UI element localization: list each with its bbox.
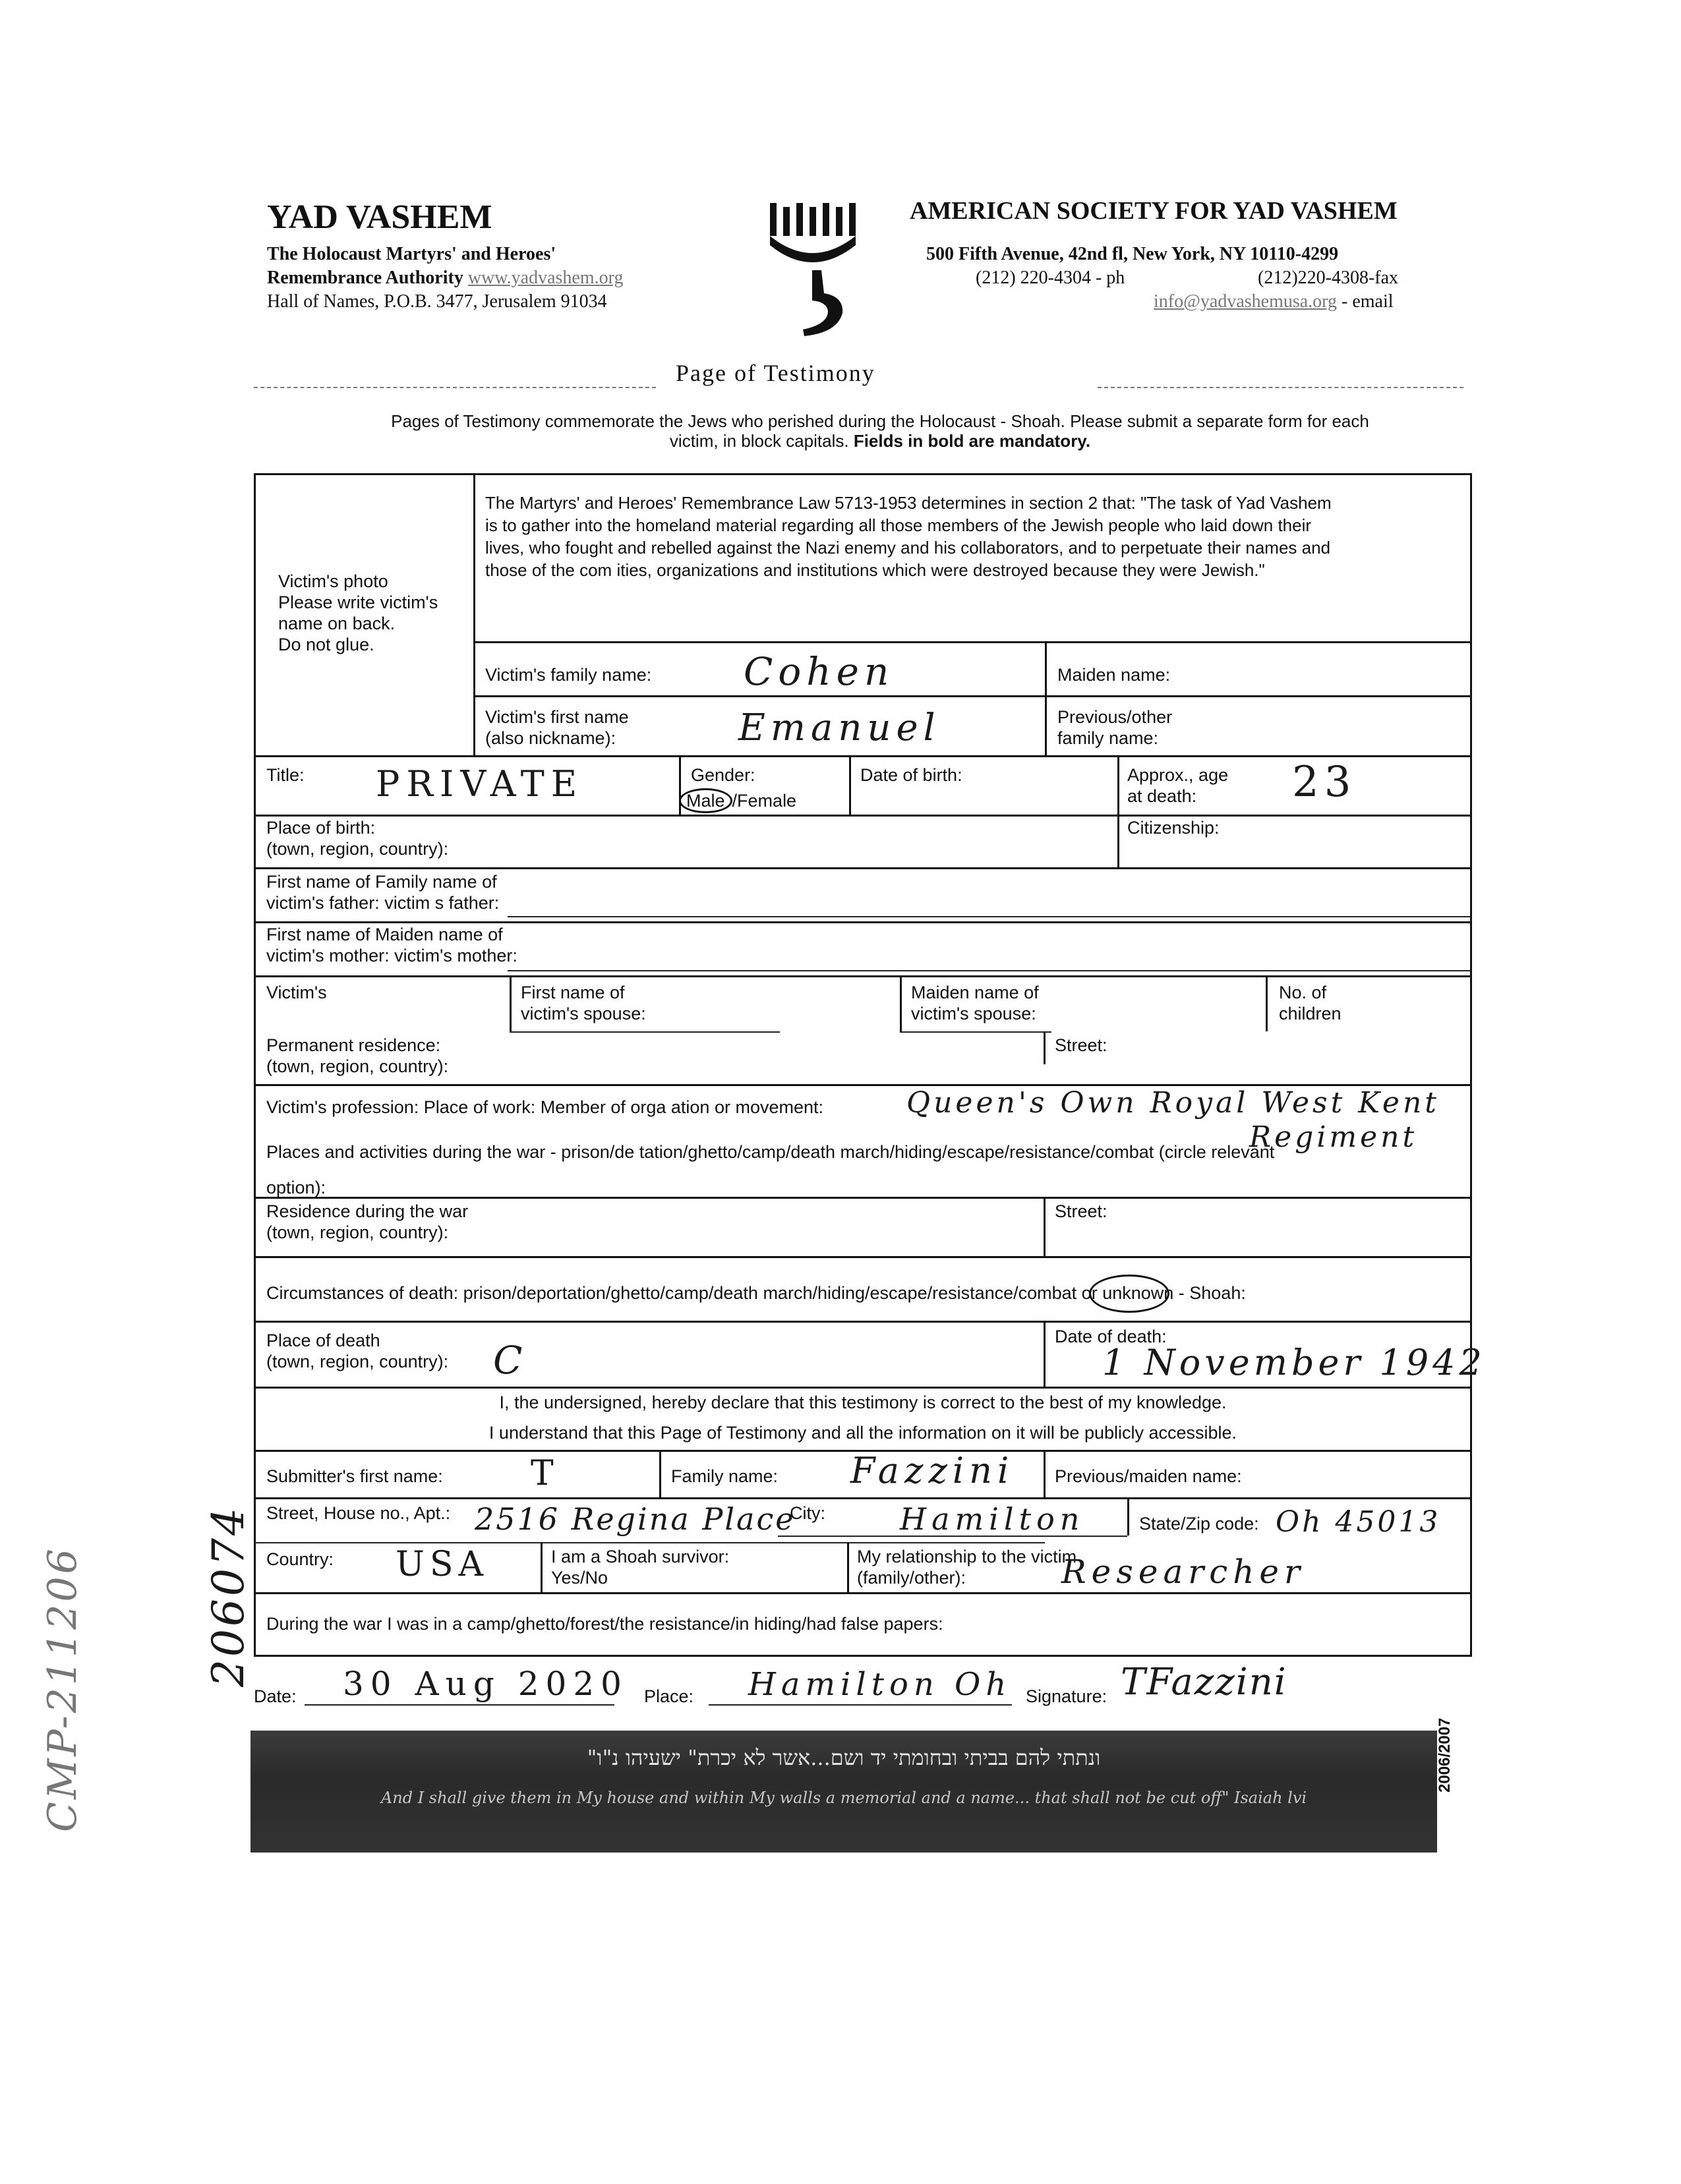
- banner-english: And I shall give them in My house and within My walls a memorial and a name... that shall not be cut off" Isaiah lvi: [380, 1789, 1307, 1807]
- relationship-value[interactable]: Researcher: [1061, 1553, 1305, 1591]
- gender-male-option[interactable]: Male: [679, 788, 732, 813]
- left-subtitle-2-bold: Remembrance Authority: [267, 268, 463, 288]
- scripture-banner: [251, 1731, 1437, 1853]
- spouse-first-label-1: First name of: [521, 983, 625, 1002]
- photo-line-1: Victim's photo: [278, 571, 388, 591]
- photo-line-3: name on back.: [278, 614, 396, 633]
- age-label-2: at death:: [1127, 786, 1197, 806]
- war-status-label: During the war I was in a camp/ghetto/forest/the resistance/in hiding/had false papers:: [266, 1614, 943, 1634]
- title-rule-left: [254, 387, 656, 388]
- gender-female-option[interactable]: Female: [737, 791, 797, 811]
- intro-line-2: [303, 431, 1457, 451]
- mother-label-1: First name of Maiden name of: [266, 925, 503, 944]
- gender-label: Gender:: [691, 765, 755, 785]
- survivor-label: [551, 1546, 729, 1588]
- family-name-value[interactable]: Cohen: [744, 649, 895, 694]
- email-suffix: - email: [1342, 291, 1394, 312]
- american-society-title: AMERICAN SOCIETY FOR YAD VASHEM: [910, 197, 1398, 225]
- war-residence-label-2: (town, region, country):: [266, 1222, 449, 1242]
- side-code-note: CMP-211206: [40, 1546, 86, 1832]
- signature-label: Signature:: [1026, 1686, 1107, 1706]
- intro-text: [303, 411, 1457, 451]
- dod-value[interactable]: 1 November 1942: [1102, 1342, 1486, 1383]
- left-subtitle-2: [267, 268, 623, 289]
- combat-circle-mark: [1089, 1275, 1169, 1313]
- age-label: [1127, 764, 1228, 807]
- right-phone: (212) 220-4304 - ph: [976, 268, 1125, 288]
- title-label: Title:: [266, 765, 305, 785]
- profession-value-1[interactable]: Queen's Own Royal West Kent: [906, 1086, 1440, 1120]
- page-title: Page of Testimony: [676, 360, 875, 386]
- maiden-name-label: Maiden name:: [1057, 665, 1171, 685]
- law-line-1: The Martyrs' and Heroes' Remembrance Law 5713-1953 determines in section 2 that: "The task of Yad Vashem: [485, 493, 1332, 513]
- age-label-1: Approx., age: [1127, 765, 1229, 785]
- places-option-label: option):: [266, 1178, 326, 1197]
- victims-spouse-label: Victim's: [266, 983, 327, 1002]
- submitter-state-value[interactable]: Oh 45013: [1276, 1505, 1441, 1539]
- pob-label-2: (town, region, country):: [266, 839, 449, 859]
- submitter-city-value[interactable]: Hamilton: [900, 1501, 1085, 1537]
- previous-name-label-2: family name:: [1057, 728, 1159, 748]
- relationship-label: [857, 1546, 1076, 1588]
- title-rule-right: [1098, 387, 1463, 388]
- date-label: Date:: [254, 1686, 297, 1706]
- submitter-first-value[interactable]: T: [531, 1454, 559, 1493]
- places-label: Places and activities during the war - prison/de tation/ghetto/camp/death march/hiding/escape/resistance/combat (circle relevant: [266, 1142, 1275, 1162]
- banner-hebrew: "ונתתי להם בביתי ובחומתי יד ושם...אשר לא יכרת" ישעיהו נ"ו: [587, 1745, 1101, 1770]
- spouse-first-label-2: victim's spouse:: [521, 1004, 646, 1023]
- first-name-value[interactable]: Emanuel: [738, 706, 941, 749]
- submitter-previous-label: Previous/maiden name:: [1055, 1466, 1242, 1486]
- residence-label-1: Permanent residence:: [266, 1035, 441, 1055]
- submitter-city-label: City:: [790, 1503, 825, 1523]
- intro-line-1: Pages of Testimony commemorate the Jews who perished during the Holocaust - Shoah. Please submit a separate form for each: [391, 411, 1369, 431]
- place-value[interactable]: Hamilton Oh: [748, 1666, 1012, 1703]
- previous-name-label-1: Previous/other: [1057, 707, 1173, 727]
- declaration-line-2: I understand that this Page of Testimony and all the information on it will be publicly accessible.: [488, 1423, 1237, 1443]
- first-name-label-1: Victim's first name: [485, 707, 629, 727]
- gender-options: Male /Female: [679, 788, 796, 813]
- spouse-maiden-label-1: Maiden name of: [911, 983, 1039, 1002]
- survivor-label-1: I am a Shoah survivor:: [551, 1547, 730, 1566]
- dob-label: Date of birth:: [860, 765, 962, 785]
- place-label: Place:: [644, 1686, 694, 1706]
- intro-line-2-plain: victim, in block capitals.: [669, 431, 849, 451]
- form-number: 2006/2007: [1436, 1717, 1454, 1793]
- submitter-family-label: Family name:: [671, 1466, 779, 1486]
- yad-vashem-title: YAD VASHEM: [267, 198, 492, 236]
- submitter-state-label: State/Zip code:: [1139, 1514, 1259, 1534]
- survivor-label-2[interactable]: Yes/No: [551, 1568, 608, 1588]
- date-value[interactable]: 30 Aug 2020: [343, 1665, 628, 1703]
- yadvashem-link[interactable]: www.yadvashem.org: [467, 268, 624, 288]
- circumstances-label: Circumstances of death: prison/deportation/ghetto/camp/death march/hiding/escape/resistance/combat or unknown - Shoah:: [266, 1283, 1246, 1303]
- profession-label: Victim's profession: Place of work: Member of orga ation or movement:: [266, 1097, 824, 1117]
- mother-label: [266, 924, 517, 966]
- submitter-first-label: Submitter's first name:: [266, 1466, 443, 1486]
- submitter-family-value[interactable]: Fazzini: [850, 1450, 1015, 1491]
- war-residence-label: [266, 1201, 468, 1243]
- title-value[interactable]: PRIVATE: [376, 763, 584, 805]
- photo-line-4: Do not glue.: [278, 635, 374, 654]
- law-text: [485, 492, 1461, 581]
- right-email: [1154, 291, 1394, 312]
- law-line-4: those of the com ities, organizations and institutions which were destroyed because they were Jewish.": [485, 560, 1265, 580]
- citizenship-label: Citizenship:: [1127, 818, 1220, 838]
- submitter-street-value[interactable]: 2516 Regina Place: [475, 1501, 796, 1537]
- pob-label-1: Place of birth:: [266, 818, 376, 838]
- pob-label: [266, 817, 448, 859]
- spouse-maiden-label: [911, 982, 1039, 1024]
- previous-name-label: [1057, 706, 1172, 749]
- side-number-note: 206074: [203, 1505, 254, 1687]
- menorah-logo-icon: [765, 198, 870, 339]
- pod-label-2: (town, region, country):: [266, 1352, 449, 1371]
- relationship-label-1: My relationship to the victim: [857, 1547, 1077, 1566]
- war-street-label: Street:: [1055, 1201, 1107, 1221]
- photo-line-2: Please write victim's: [278, 592, 438, 612]
- law-line-3: lives, who fought and rebelled against the Nazi enemy and his collaborators, and to perpetuate their names and: [485, 538, 1331, 558]
- intro-line-2-bold: Fields in bold are mandatory.: [853, 431, 1091, 451]
- submitter-street-label: Street, House no., Apt.:: [266, 1503, 451, 1523]
- left-address: Hall of Names, P.O.B. 3477, Jerusalem 91034: [267, 291, 607, 312]
- right-address: 500 Fifth Avenue, 42nd fl, New York, NY 10110-4299: [926, 244, 1339, 264]
- left-subtitle-1: The Holocaust Martyrs' and Heroes': [267, 244, 556, 264]
- first-name-label-2: (also nickname):: [485, 728, 616, 748]
- submitter-country-value[interactable]: USA: [396, 1545, 488, 1584]
- children-label: [1279, 982, 1342, 1024]
- children-label-1: No. of: [1279, 983, 1327, 1002]
- residence-label-2: (town, region, country):: [266, 1056, 449, 1076]
- pod-label-1: Place of death: [266, 1331, 380, 1350]
- street-label: Street:: [1055, 1035, 1107, 1055]
- spouse-maiden-label-2: victim's spouse:: [911, 1004, 1036, 1023]
- family-name-label: Victim's family name:: [485, 665, 652, 685]
- declaration-line-1: I, the undersigned, hereby declare that this testimony is correct to the best of my knowledge.: [499, 1393, 1227, 1412]
- father-label-1: First name of Family name of: [266, 872, 497, 892]
- father-label: [266, 871, 499, 913]
- age-value[interactable]: 23: [1292, 758, 1357, 807]
- dod-label: Date of death:: [1055, 1327, 1167, 1346]
- spouse-first-label: [521, 982, 646, 1024]
- relationship-label-2[interactable]: (family/other):: [857, 1568, 966, 1588]
- submitter-country-label: Country:: [266, 1549, 334, 1569]
- father-label-2: victim's father: victim s father:: [266, 893, 500, 913]
- first-name-label: [485, 706, 629, 749]
- law-line-2: is to gather into the homeland material regarding all those members of the Jewish people who laid down their: [485, 515, 1312, 535]
- profession-value-2[interactable]: Regiment: [1249, 1120, 1418, 1154]
- residence-label: [266, 1035, 448, 1077]
- email-link[interactable]: info@yadvashemusa.org: [1154, 291, 1337, 312]
- signature-value[interactable]: TFazzini: [1121, 1661, 1287, 1704]
- photo-instructions: [278, 571, 438, 655]
- right-fax: (212)220-4308-fax: [1258, 268, 1399, 288]
- pod-value[interactable]: C: [493, 1338, 528, 1383]
- pod-label: [266, 1330, 448, 1372]
- war-residence-label-1: Residence during the war: [266, 1201, 469, 1221]
- children-label-2: children: [1279, 1004, 1342, 1023]
- mother-label-2: victim's mother: victim's mother:: [266, 946, 517, 965]
